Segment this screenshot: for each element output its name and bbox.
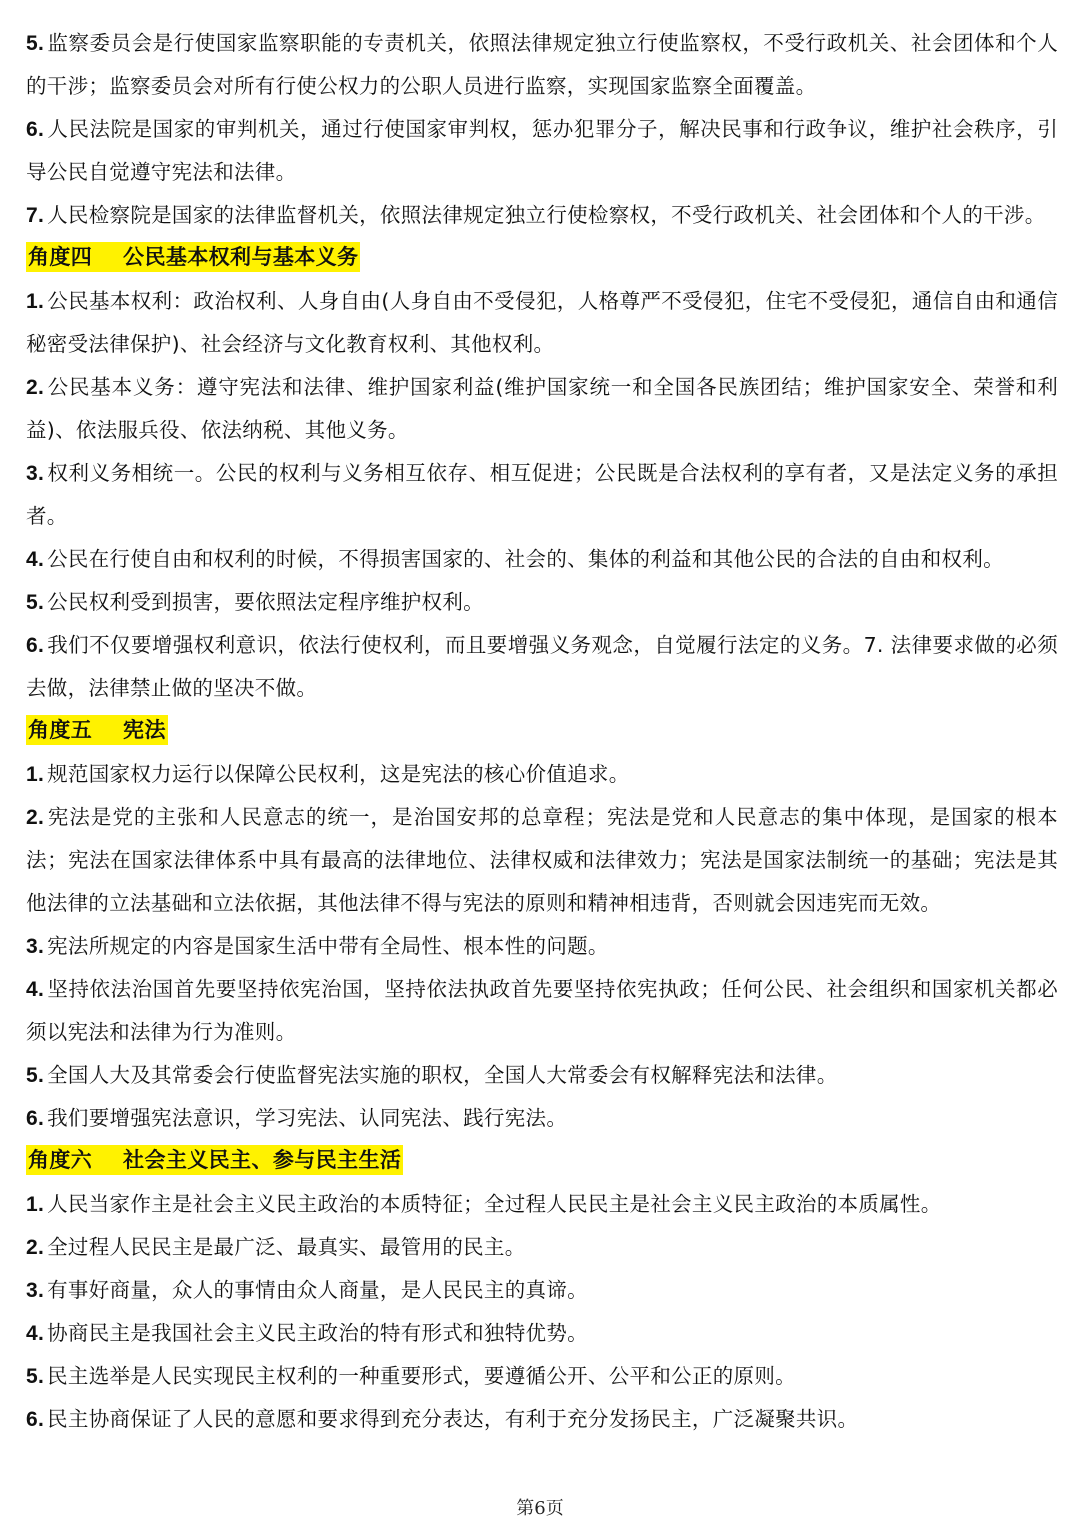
item-number: 5. (26, 1365, 45, 1388)
item-number: 1. (26, 1193, 45, 1216)
list-item (26, 366, 1058, 452)
item-text: 我们要增强宪法意识，学习宪法、认同宪法、践行宪法。 (47, 1106, 568, 1130)
list-item (26, 1312, 1058, 1355)
item-text: 公民在行使自由和权利的时候，不得损害国家的、社会的、集体的利益和其他公民的合法的自由和权利。 (47, 547, 1004, 571)
item-text: 人民检察院是国家的法律监督机关，依照法律规定独立行使检察权，不受行政机关、社会团体和个人的干涉。 (47, 203, 1046, 227)
list-item (26, 753, 1058, 796)
list-item (26, 108, 1058, 194)
item-text: 公民基本权利：政治权利、人身自由(人身自由不受侵犯，人格尊严不受侵犯，住宅不受侵犯，通信自由和通信秘密受法律保护)、社会经济与文化教育权利、其他权利。 (26, 289, 1058, 356)
list-item (26, 1355, 1058, 1398)
item-text: 权利义务相统一。公民的权利与义务相互依存、相互促进；公民既是合法权利的享有者，又是法定义务的承担者。 (26, 461, 1058, 528)
item-number: 3. (26, 935, 45, 958)
item-number: 3. (26, 462, 45, 485)
item-number: 4. (26, 1322, 45, 1345)
page-number: 第6页 (516, 1498, 564, 1519)
item-text: 宪法是党的主张和人民意志的统一，是治国安邦的总章程；宪法是党和人民意志的集中体现，是国家的根本法；宪法在国家法律体系中具有最高的法律地位、法律权威和法律效力；宪法是国家法制统一的基础；宪法是其他法律的立法基础和立法依据，其他法律不得与宪法的原则和精神相违背，否则就会因违宪而无效。 (26, 805, 1058, 915)
section-heading-label: 角度六 社会主义民主、参与民主生活 (26, 1145, 403, 1175)
list-item (26, 22, 1058, 108)
item-number: 5. (26, 32, 45, 55)
item-number: 2. (26, 806, 45, 829)
list-item (26, 280, 1058, 366)
item-text: 民主协商保证了人民的意愿和要求得到充分表达，有利于充分发扬民主，广泛凝聚共识。 (47, 1407, 859, 1431)
list-item (26, 194, 1058, 237)
item-text: 协商民主是我国社会主义民主政治的特有形式和独特优势。 (47, 1321, 588, 1345)
item-text: 宪法所规定的内容是国家生活中带有全局性、根本性的问题。 (47, 934, 609, 958)
item-text: 有事好商量，众人的事情由众人商量，是人民民主的真谛。 (47, 1278, 588, 1302)
list-item (26, 925, 1058, 968)
list-item (26, 1054, 1058, 1097)
item-text: 民主选举是人民实现民主权利的一种重要形式，要遵循公开、公平和公正的原则。 (47, 1364, 796, 1388)
item-number: 4. (26, 548, 45, 571)
list-item (26, 796, 1058, 925)
list-item (26, 581, 1058, 624)
list-item (26, 1398, 1058, 1441)
list-item (26, 538, 1058, 581)
item-number: 6. (26, 1408, 45, 1431)
item-number: 1. (26, 763, 45, 786)
list-item (26, 968, 1058, 1054)
section-heading (26, 710, 1058, 753)
item-text: 公民基本义务：遵守宪法和法律、维护国家利益(维护国家统一和全国各民族团结；维护国家安全、荣誉和利益)、依法服兵役、依法纳税、其他义务。 (26, 375, 1058, 442)
item-number: 2. (26, 376, 45, 399)
item-number: 6. (26, 1107, 45, 1130)
item-number: 3. (26, 1279, 45, 1302)
list-item (26, 1097, 1058, 1140)
item-text: 规范国家权力运行以保障公民权利，这是宪法的核心价值追求。 (47, 762, 630, 786)
list-item (26, 452, 1058, 538)
item-text: 全国人大及其常委会行使监督宪法实施的职权，全国人大常委会有权解释宪法和法律。 (47, 1063, 838, 1087)
item-text: 人民法院是国家的审判机关，通过行使国家审判权，惩办犯罪分子，解决民事和行政争议，维护社会秩序，引导公民自觉遵守宪法和法律。 (26, 117, 1058, 184)
item-number: 5. (26, 1064, 45, 1087)
item-number: 4. (26, 978, 45, 1001)
list-item (26, 1269, 1058, 1312)
item-number: 2. (26, 1236, 45, 1259)
section-heading-label: 角度五 宪法 (26, 715, 168, 745)
item-number: 6. (26, 634, 45, 657)
list-item (26, 624, 1058, 710)
section-heading-label: 角度四 公民基本权利与基本义务 (26, 242, 360, 272)
document-page (26, 22, 1058, 1441)
item-text: 全过程人民民主是最广泛、最真实、最管用的民主。 (47, 1235, 526, 1259)
item-number: 1. (26, 290, 45, 313)
item-text: 公民权利受到损害，要依照法定程序维护权利。 (47, 590, 484, 614)
list-item (26, 1183, 1058, 1226)
item-number: 6. (26, 118, 45, 141)
section-heading (26, 1140, 1058, 1183)
item-number: 5. (26, 591, 45, 614)
item-text: 我们不仅要增强权利意识，依法行使权利，而且要增强义务观念，自觉履行法定的义务。7. 法律要求做的必须去做，法律禁止做的坚决不做。 (26, 633, 1058, 700)
item-text: 监察委员会是行使国家监察职能的专责机关，依照法律规定独立行使监察权，不受行政机关、社会团体和个人的干涉；监察委员会对所有行使公权力的公职人员进行监察，实现国家监察全面覆盖。 (26, 31, 1058, 98)
list-item (26, 1226, 1058, 1269)
item-text: 人民当家作主是社会主义民主政治的本质特征；全过程人民民主是社会主义民主政治的本质属性。 (47, 1192, 942, 1216)
section-heading (26, 237, 1058, 280)
item-number: 7. (26, 204, 45, 227)
item-text: 坚持依法治国首先要坚持依宪治国，坚持依法执政首先要坚持依宪执政；任何公民、社会组织和国家机关都必须以宪法和法律为行为准则。 (26, 977, 1058, 1044)
